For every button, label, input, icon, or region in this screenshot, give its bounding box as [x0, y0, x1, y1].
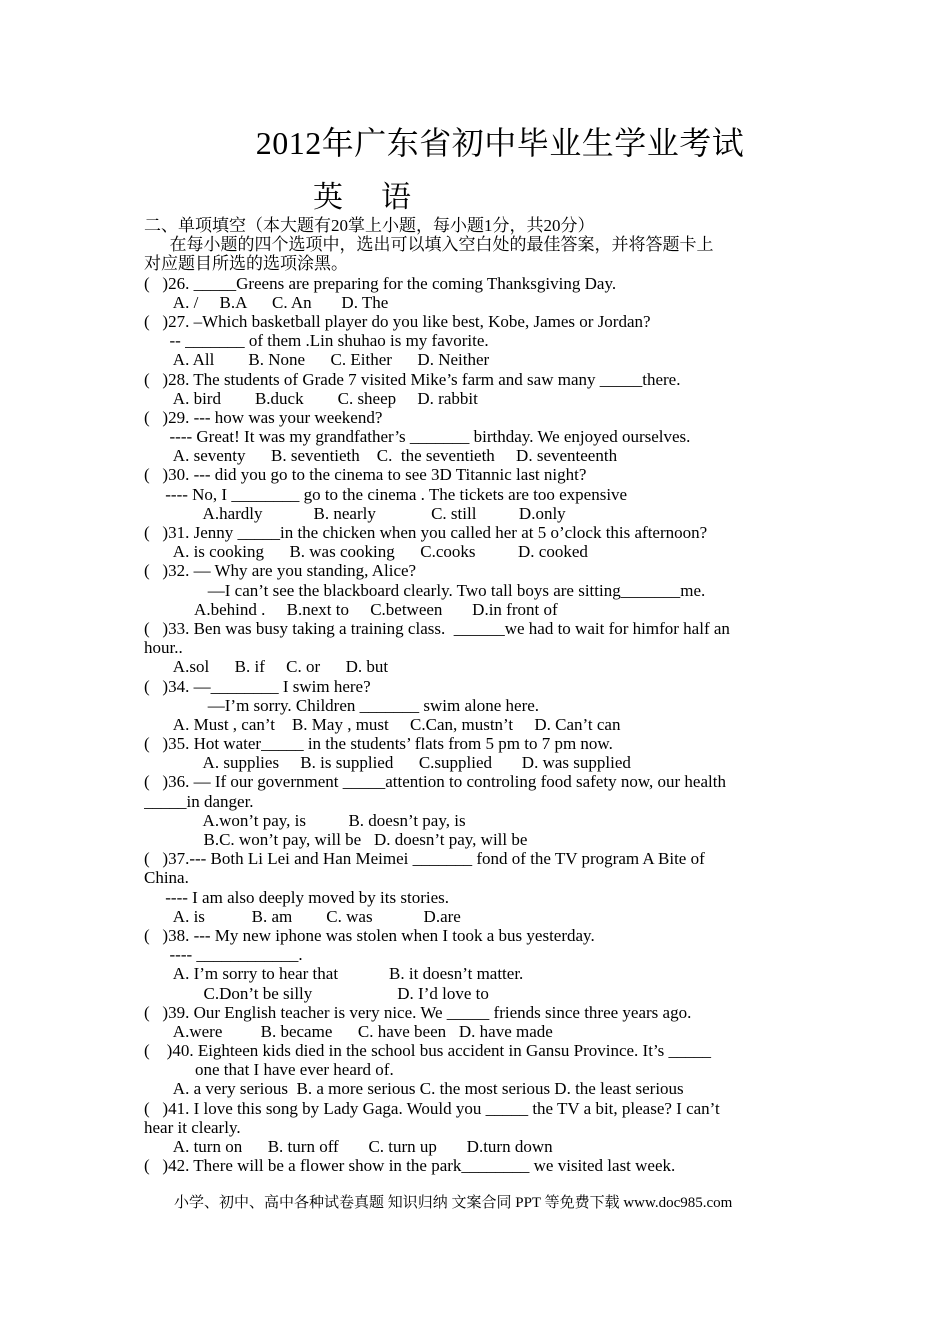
question-list: [144, 216, 808, 1175]
text-line: A. supplies B. is supplied C.supplied D. was supplied: [144, 753, 631, 773]
text-line: ( )36. — If our government _____attention to controling food safety now, our health: [144, 772, 726, 792]
text-line: ---- I am also deeply moved by its stories.: [144, 887, 449, 907]
text-line: B.C. won’t pay, will be D. doesn’t pay, will be: [144, 830, 528, 849]
text-line: 对应题目所选的选项涂黑。: [144, 254, 348, 274]
text-line: ( )37.--- Both Li Lei and Han Meimei _______ fond of the TV program A Bite of: [144, 849, 705, 869]
text-line: A.behind . B.next to C.between D.in front of: [144, 599, 558, 619]
text-line: ( )32. — Why are you standing, Alice?: [144, 561, 417, 581]
text-line: ( )33. Ben was busy taking a training class. ______we had to wait for himfor half an: [144, 618, 730, 638]
text-line: ( )28. The students of Grade 7 visited Mike’s farm and saw many _____there.: [144, 369, 681, 389]
text-line: ( )35. Hot water_____ in the students’ flats from 5 pm to 7 pm now.: [144, 734, 613, 754]
text-line: ( )31. Jenny _____in the chicken when you called her at 5 o’clock this afternoon?: [144, 523, 708, 542]
text-line: A. / B.A C. An D. The: [144, 292, 389, 312]
text-line: A. I’m sorry to hear that B. it doesn’t matter.: [144, 964, 524, 984]
text-line: 二、单项填空（本大题有20掌上小题，每小题1分，共20分）: [144, 216, 595, 235]
text-line: China.: [144, 868, 189, 888]
text-line: A. a very serious B. a more serious C. the most serious D. the least serious: [144, 1079, 684, 1099]
text-line: ( )38. --- My new iphone was stolen when I took a bus yesterday.: [144, 925, 595, 945]
text-line: ( )40. Eighteen kids died in the school bus accident in Gansu Province. It’s _____: [144, 1041, 712, 1061]
text-line: -- _______ of them .Lin shuhao is my favorite.: [144, 331, 489, 351]
text-line: A. seventy B. seventieth C. the seventieth D. seventeenth: [144, 446, 618, 466]
text-line: ---- ____________.: [144, 945, 303, 965]
text-line: A. turn on B. turn off C. turn up D.turn down: [144, 1137, 553, 1156]
text-line: A.hardly B. nearly C. still D.only: [144, 503, 566, 523]
text-line: ( )42. There will be a flower show in the park________ we visited last week.: [144, 1156, 676, 1176]
page-footer: 小学、初中、高中各种试卷真题 知识归纳 文案合同 PPT 等免费下载 www.doc985.com: [174, 1195, 733, 1211]
text-line: C.Don’t be silly D. I’d love to: [144, 983, 489, 1003]
text-line: ( )34. —________ I swim here?: [144, 676, 371, 696]
text-line: A.sol B. if C. or D. but: [144, 657, 389, 677]
text-line: A. is cooking B. was cooking C.cooks D. cooked: [144, 542, 588, 562]
text-line: ( )39. Our English teacher is very nice. We _____ friends since three years ago.: [144, 1002, 692, 1022]
text-line: ( )29. --- how was your weekend?: [144, 407, 383, 427]
text-line: hear it clearly.: [144, 1117, 241, 1137]
text-line: ---- Great! It was my grandfather’s _______ birthday. We enjoyed ourselves.: [144, 427, 691, 447]
text-line: 在每小题的四个选项中，选出可以填入空白处的最佳答案，并将答题卡上: [144, 235, 714, 255]
text-line: ( )27. –Which basketball player do you like best, Kobe, James or Jordan?: [144, 311, 651, 331]
text-line: A. All B. None C. Either D. Neither: [144, 350, 490, 370]
text-line: —I’m sorry. Children _______ swim alone here.: [144, 695, 540, 715]
text-line: one that I have ever heard of.: [144, 1060, 394, 1080]
text-line: A.were B. became C. have been D. have made: [144, 1021, 553, 1041]
text-line: ( )26. _____Greens are preparing for the coming Thanksgiving Day.: [144, 273, 617, 293]
text-line: ---- No, I ________ go to the cinema . The tickets are too expensive: [144, 484, 628, 504]
text-line: —I can’t see the blackboard clearly. Two tall boys are sitting_______me.: [144, 580, 706, 600]
text-line: A. Must , can’t B. May , must C.Can, mustn’t D. Can’t can: [144, 714, 621, 734]
text-line: hour..: [144, 638, 183, 658]
page-subtitle: 英语: [313, 181, 449, 214]
text-line: ( )30. --- did you go to the cinema to see 3D Titannic last night?: [144, 465, 587, 485]
text-line: ( )41. I love this song by Lady Gaga. Would you _____ the TV a bit, please? I can’t: [144, 1098, 720, 1118]
text-line: A. is B. am C. was D.are: [144, 906, 461, 926]
page-title: 2012年广东省初中毕业生学业考试: [255, 125, 745, 161]
text-line: A. bird B.duck C. sheep D. rabbit: [144, 388, 478, 408]
text-line: _____in danger.: [144, 791, 254, 811]
text-line: A.won’t pay, is B. doesn’t pay, is: [144, 810, 466, 830]
